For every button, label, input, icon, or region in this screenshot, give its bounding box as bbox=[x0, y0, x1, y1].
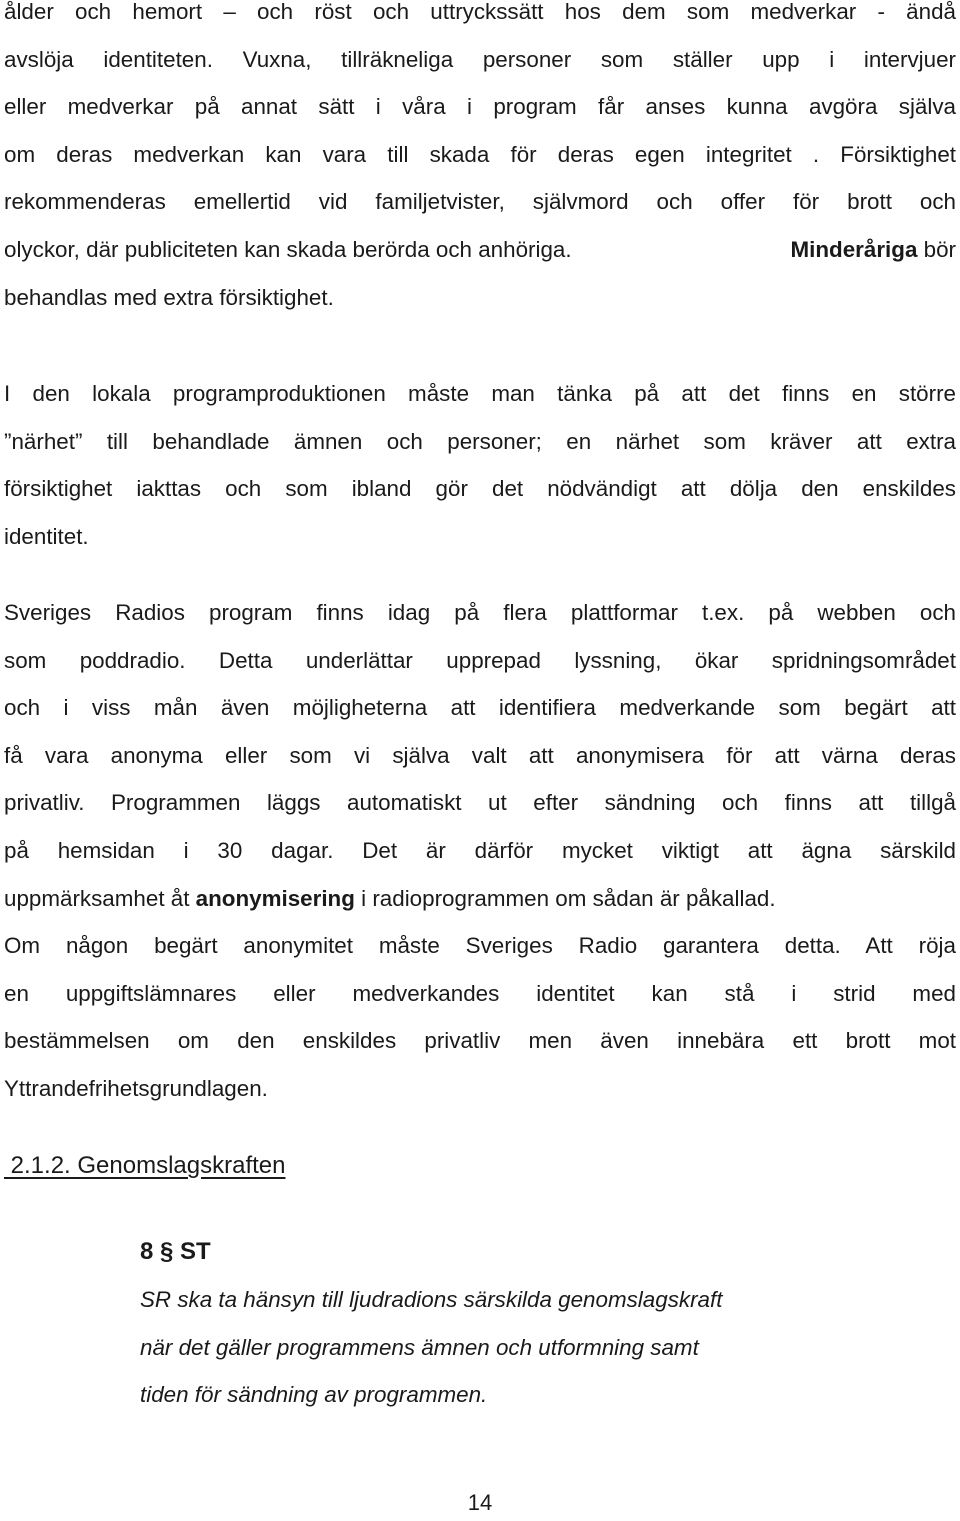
rule-title: 8 § ST bbox=[140, 1238, 211, 1265]
text-line-with-bold bbox=[4, 875, 956, 923]
rule-text-line: tiden för sändning av programmen. bbox=[140, 1382, 488, 1408]
section-heading: 2.1.2. Genomslagskraften bbox=[4, 1152, 286, 1179]
text-line: om deras medverkan kan vara till skada för deras egen integritet . Försiktighet bbox=[4, 141, 956, 167]
rule-block bbox=[140, 1228, 860, 1419]
text-line: eller medverkar på annat sätt i våra i program får anses kunna avgöra själva bbox=[4, 94, 956, 120]
text-line: ålder och hemort – och röst och uttryckssätt hos dem som medverkar - ändå bbox=[4, 0, 956, 24]
rule-text-line: SR ska ta hänsyn till ljudradions särskilda genomslagskraft bbox=[140, 1287, 723, 1312]
text-line: på hemsidan i 30 dagar. Det är därför mycket viktigt att ägna särskild bbox=[4, 837, 956, 863]
paragraph-3 bbox=[4, 589, 956, 1113]
paragraph-1 bbox=[4, 0, 956, 321]
text-line: och i viss mån även möjligheterna att identifiera medverkande som begärt att bbox=[4, 695, 956, 721]
text-segment: olyckor, där publiciteten kan skada berörda och anhöriga. bbox=[4, 236, 572, 262]
text-line: få vara anonyma eller som vi själva valt att anonymisera för att värna deras bbox=[4, 742, 956, 768]
text-line: försiktighet iakttas och som ibland gör det nödvändigt att dölja den enskildes bbox=[4, 476, 956, 502]
text-line: som poddradio. Detta underlättar upprepad lyssning, ökar spridningsområdet bbox=[4, 647, 956, 673]
text-line: Om någon begärt anonymitet måste Sveriges Radio garantera detta. Att röja bbox=[4, 933, 956, 959]
text-line-with-bold bbox=[4, 226, 956, 274]
paragraph-2 bbox=[4, 370, 956, 560]
text-segment: bör bbox=[917, 236, 956, 262]
text-line: Yttrandefrihetsgrundlagen. bbox=[4, 1075, 268, 1101]
text-line: I den lokala programproduktionen måste man tänka på att det finns en större bbox=[4, 381, 956, 406]
text-line: Sveriges Radios program finns idag på flera plattformar t.ex. på webben och bbox=[4, 600, 956, 625]
text-segment: i radioprogrammen om sådan är påkallad. bbox=[354, 885, 776, 911]
text-segment-bold-wrap bbox=[790, 226, 956, 274]
page-number: 14 bbox=[467, 1490, 493, 1515]
text-line: ”närhet” till behandlade ämnen och personer; en närhet som kräver att extra bbox=[4, 428, 956, 454]
text-line: bestämmelsen om den enskildes privatliv men även innebära ett brott mot bbox=[4, 1028, 956, 1054]
text-segment: uppmärksamhet åt bbox=[4, 885, 196, 911]
rule-text-line: när det gäller programmens ämnen och utformning samt bbox=[140, 1334, 699, 1360]
text-line: behandlas med extra försiktighet. bbox=[4, 284, 334, 310]
text-line: identitet. bbox=[4, 523, 89, 549]
text-line: en uppgiftslämnares eller medverkandes identitet kan stå i strid med bbox=[4, 980, 956, 1006]
text-line: rekommenderas emellertid vid familjetvister, självmord och offer för brott och bbox=[4, 189, 956, 215]
text-line: privatliv. Programmen läggs automatiskt ut efter sändning och finns att tillgå bbox=[4, 790, 956, 816]
text-line: avslöja identiteten. Vuxna, tillräkneliga personer som ställer upp i intervjuer bbox=[4, 46, 956, 72]
bold-term-anonymisering: anonymisering bbox=[195, 885, 355, 911]
bold-term-minderariga: Minderåriga bbox=[790, 236, 918, 262]
